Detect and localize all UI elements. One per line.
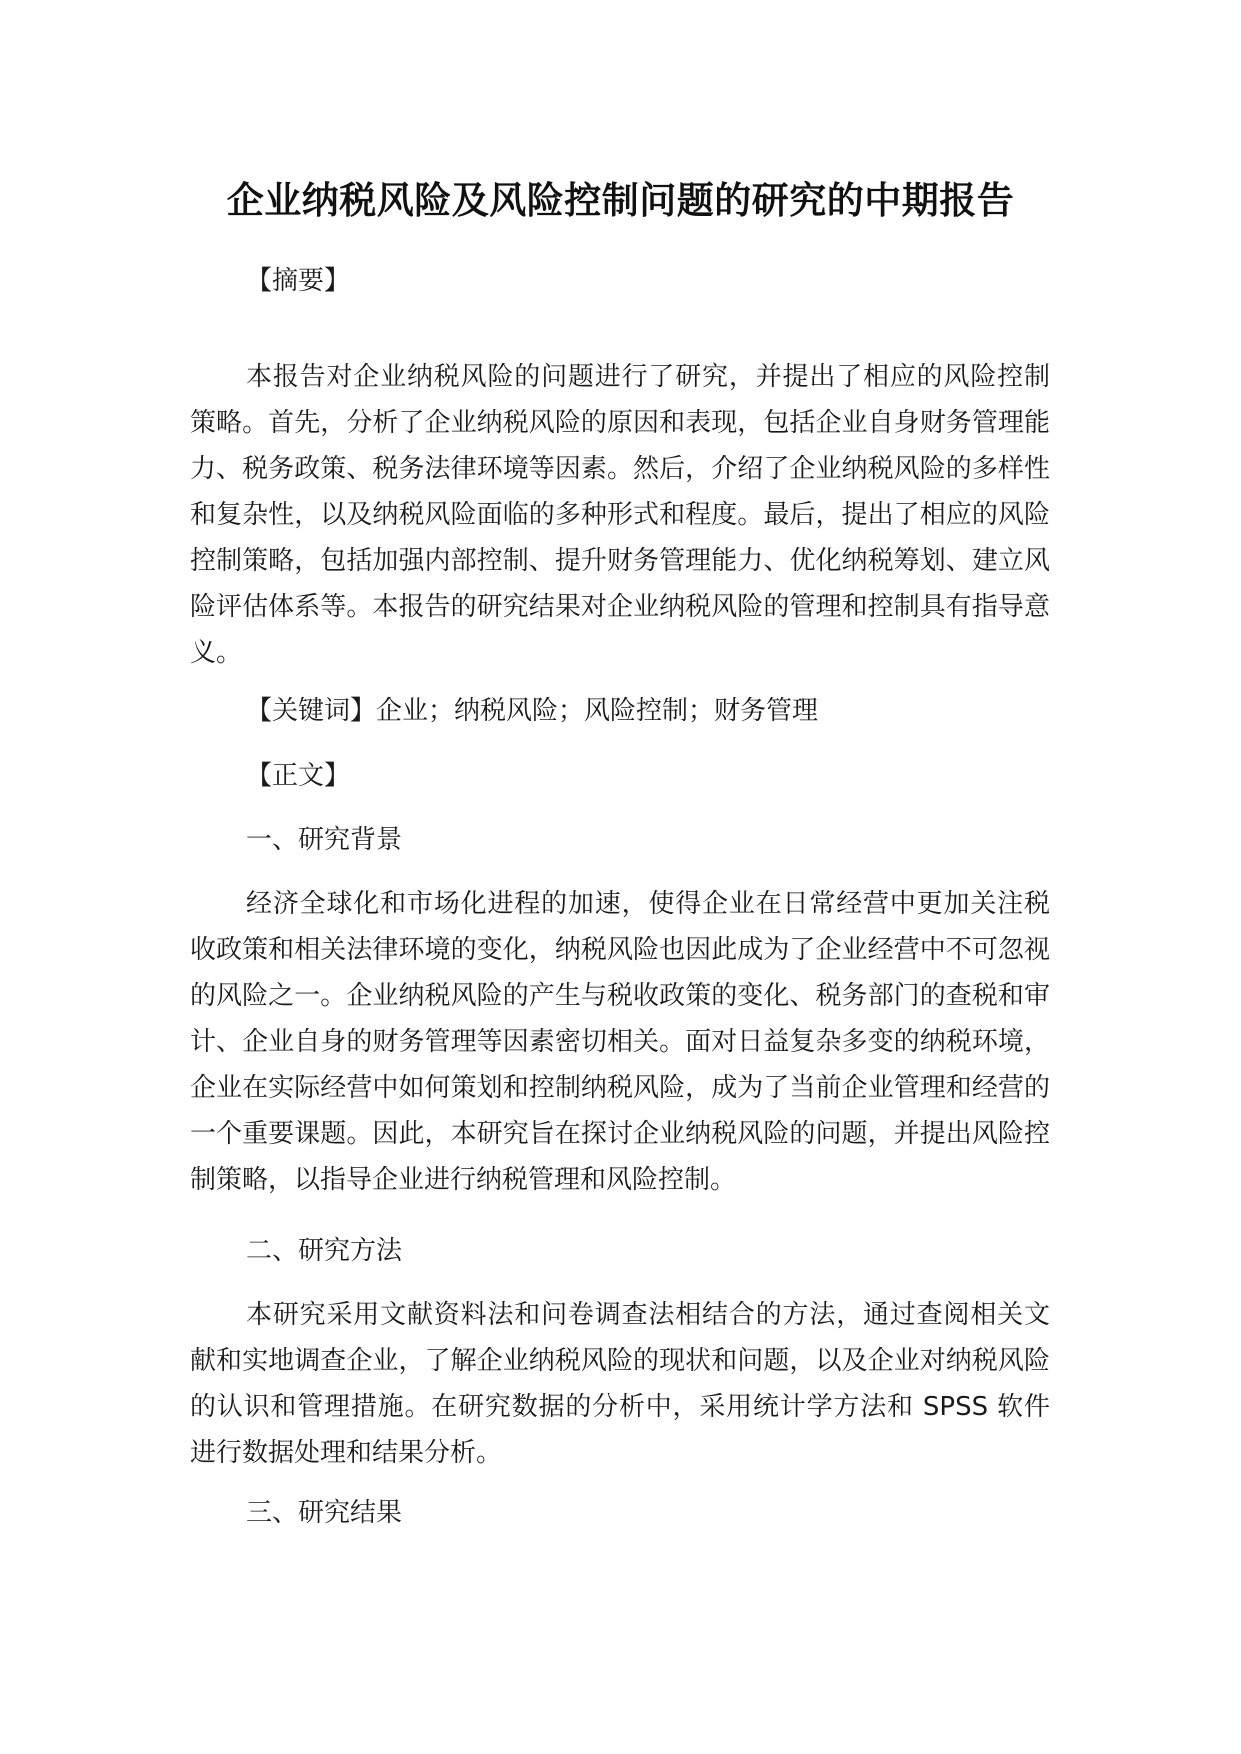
section2-heading: 二、研究方法 xyxy=(246,1236,403,1266)
section2-paragraph: 本研究采用文献资料法和问卷调查法相结合的方法，通过查阅相关文献和实地调查企业，了解企业纳税风险的现状和问题，以及企业对纳税风险的认识和管理措施。在研究数据的分析中，采用统计学方法和 SPSS 软件进行数据处理和结果分析。 xyxy=(190,1300,1050,1468)
abstract-section xyxy=(190,354,1050,676)
abstract-heading: 【摘要】 xyxy=(246,266,351,296)
section3-heading: 三、研究结果 xyxy=(246,1498,403,1528)
section1-heading: 一、研究背景 xyxy=(246,825,403,855)
body-heading: 【正文】 xyxy=(246,761,351,791)
section2-body xyxy=(190,1292,1050,1476)
section1-body xyxy=(190,881,1050,1203)
section1-paragraph: 经济全球化和市场化进程的加速，使得企业在日常经营中更加关注税收政策和相关法律环境的变化，纳税风险也因此成为了企业经营中不可忽视的风险之一。企业纳税风险的产生与税收政策的变化、税务部门的查税和审计、企业自身的财务管理等因素密切相关。面对日益复杂多变的纳税环境，企业在实际经营中如何策划和控制纳税风险，成为了当前企业管理和经营的一个重要课题。因此，本研究旨在探讨企业纳税风险的问题，并提出风险控制策略，以指导企业进行纳税管理和风险控制。 xyxy=(190,889,1050,1195)
document-title: 企业纳税风险及风险控制问题的研究的中期报告 xyxy=(226,179,1015,222)
abstract-paragraph: 本报告对企业纳税风险的问题进行了研究，并提出了相应的风险控制策略。首先，分析了企业纳税风险的原因和表现，包括企业自身财务管理能力、税务政策、税务法律环境等因素。然后，介绍了企业纳税风险的多样性和复杂性，以及纳税风险面临的多种形式和程度。最后，提出了相应的风险控制策略，包括加强内部控制、提升财务管理能力、优化纳税筹划、建立风险评估体系等。本报告的研究结果对企业纳税风险的管理和控制具有指导意义。 xyxy=(190,362,1050,668)
keywords-line: 【关键词】企业；纳税风险；风险控制；财务管理 xyxy=(246,696,819,726)
